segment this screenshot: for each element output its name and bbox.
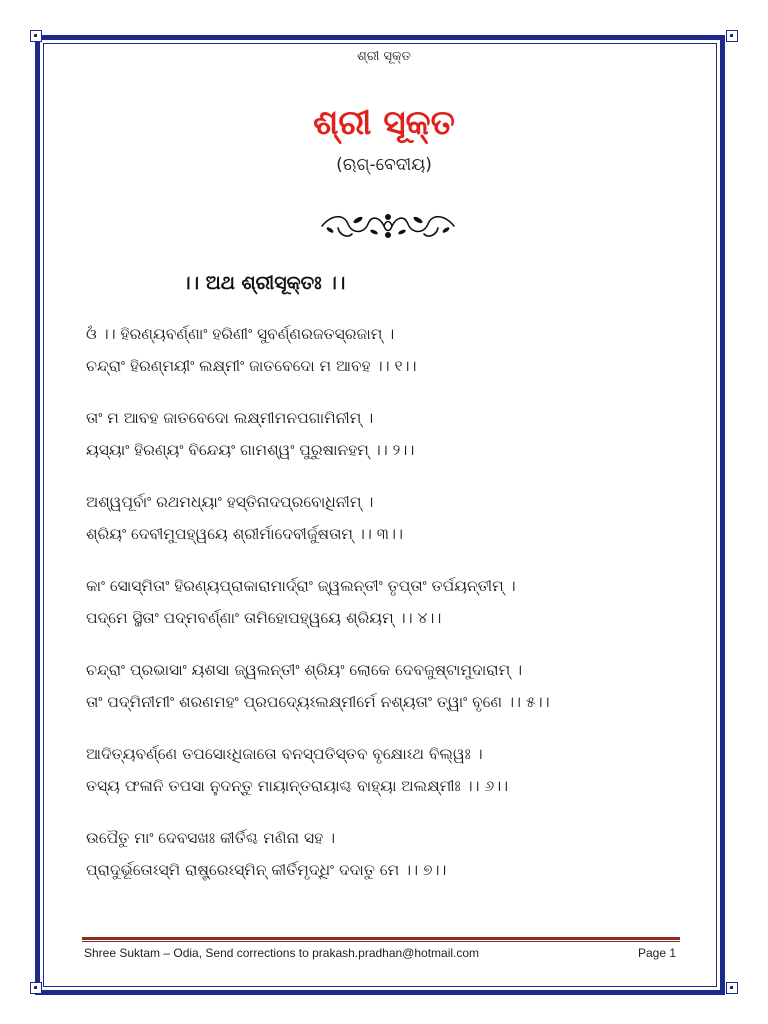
verse-line: ଚନ୍ଦ୍ରାଂ ପ୍ରଭାସାଂ ୟଶସା ଜ୍ୱଲନ୍ତୀଂ ଶ୍ରିୟଂ ଲୋକେ ଦେବଜୁଷ୍ଟାମୁଦାରାମ୍ । [86,661,523,679]
verse-line: ଚନ୍ଦ୍ରାଂ ହିରଣ୍ମୟୀଂ ଲକ୍ଷ୍ମୀଂ ଜାତବେଦୋ ମ ଆବହ ।। ୧।। [86,357,417,375]
verse-line: ତାଂ ମ ଆବହ ଜାତବେଦୋ ଲକ୍ଷ୍ମୀମନପଗାମିନୀମ୍ । [86,409,374,427]
verse-3 [86,486,686,570]
footer-note: Shree Suktam – Odia, Send corrections to prakash.pradhan@hotmail.com [84,946,480,960]
verse-line: କାଂ ସୋସ୍ମିତାଂ ହିରଣ୍ୟପ୍ରାକାରାମାର୍ଦ୍ରାଂ ଜ୍ୱଲନ୍ତୀଂ ତୃପ୍ତାଂ ତର୍ପୟନ୍ତୀମ୍ । [86,577,516,595]
footer-rule-thin [82,941,680,942]
verse-7 [86,822,686,906]
verse-line: ଶ୍ରିୟଂ ଦେବୀମୁପହ୍ୱୟେ ଶ୍ରୀର୍ମାଦେବୀର୍ଜୁଷତାମ୍ ।। ୩।। [86,525,403,543]
page-number: Page 1 [638,946,677,960]
verse-4 [86,570,686,654]
verse-line: ତସ୍ୟ ଫଳାନି ତପସା ନୁଦନ୍ତୁ ମାୟାନ୍ତରାୟାଶ୍ଚ ବାହ୍ୟା ଅଲକ୍ଷ୍ମୀଃ ।। ୬।। [86,777,509,795]
verse-line: ପ୍ରାଦୁର୍ଭୂତୋଽସ୍ମି ରାଷ୍ଟ୍ରେଽସ୍ମିନ୍ କୀର୍ତିମୃଦ୍ଧିଂ ଦଦାତୁ ମେ ।। ୭।। [86,861,447,879]
section-heading: ।। ଅଥ ଶ୍ରୀସୂକ୍ତଃ ।। [182,272,346,294]
verse-line: ୟସ୍ୟାଂ ହିରଣ୍ୟଂ ବିନ୍ଦେୟଂ ଗାମଶ୍ୱଂ ପୁରୁଷାନହମ୍ ।। ୨।। [86,441,415,459]
verse-line: ଆଦିତ୍ୟବର୍ଣ୍ଣେ ତପସୋଽଧିଜାତୋ ବନସ୍ପତିସ୍ତବ ବୃକ୍ଷୋଽଥ ବିଲ୍ୱଃ । [86,745,483,763]
verse-6 [86,738,686,822]
verse-5 [86,654,686,738]
floral-divider-icon [318,208,458,244]
verse-line: ତାଂ ପଦ୍ମିନୀମୀଂ ଶରଣମହଂ ପ୍ରପଦ୍ୟେଽଲକ୍ଷ୍ମୀର୍ମେ ନଶ୍ୟତାଂ ତ୍ୱାଂ ବୃଣେ ।। ୫।। [86,693,550,711]
footer-rule [82,937,680,940]
verse-line: ଓଁ ।। ହିରଣ୍ୟବର୍ଣ୍ଣାଂ ହରିଣୀଂ ସୁବର୍ଣ୍ଣରଜତସ୍ରଜାମ୍ । [86,325,395,343]
verse-line: ଉପୈତୁ ମାଂ ଦେବସଖଃ କୀର୍ତିଶ୍ଚ ମଣିନା ସହ । [86,829,336,847]
page-subtitle: (ଋଗ୍-ବେଦୀୟ) [336,155,432,175]
corner-ornament-top-left [30,30,42,42]
verse-list [86,318,686,906]
corner-ornament-bottom-right [726,982,738,994]
running-header: ଶ୍ରୀ ସୂକ୍ତ [357,49,411,64]
verse-1 [86,318,686,402]
verse-2 [86,402,686,486]
page-title: ଶ୍ରୀ ସୂକ୍ତ [313,103,455,143]
corner-ornament-bottom-left [30,982,42,994]
corner-ornament-top-right [726,30,738,42]
verse-line: ପଦ୍ମେ ସ୍ଥିତାଂ ପଦ୍ମବର୍ଣ୍ଣାଂ ତାମିହୋପହ୍ୱୟେ ଶ୍ରିୟମ୍ ।। ୪।। [86,609,442,627]
verse-line: ଅଶ୍ୱପୂର୍ବାଂ ରଥମଧ୍ୟାଂ ହସ୍ତିନାଦପ୍ରବୋଧିନୀମ୍ । [86,493,374,511]
